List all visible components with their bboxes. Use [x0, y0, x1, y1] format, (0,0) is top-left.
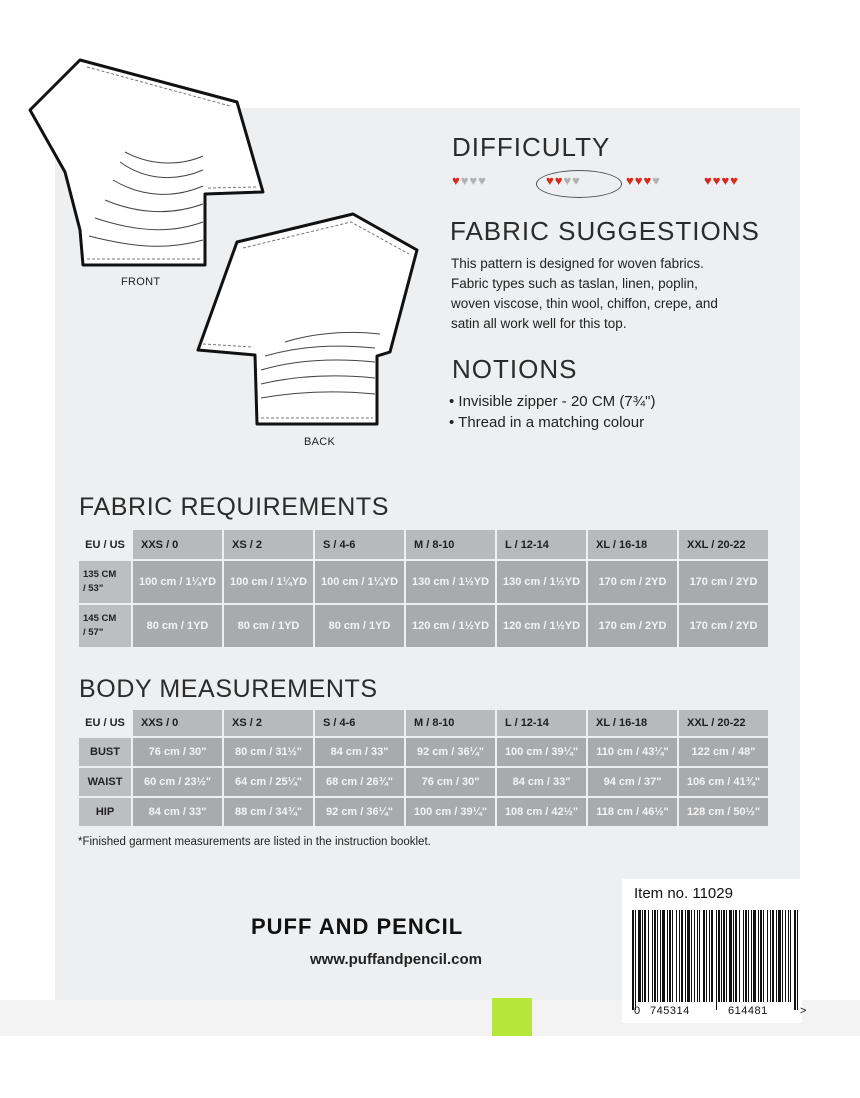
barcode-bar	[790, 910, 791, 1002]
table-cell: 92 cm / 36¼"	[315, 798, 404, 826]
heart-filled-icon: ♥	[712, 173, 721, 188]
table-cell: 84 cm / 33"	[133, 798, 222, 826]
barcode-bar	[691, 910, 692, 1002]
row-label: HIP	[79, 798, 131, 826]
table-cell: 80 cm / 1YD	[133, 605, 222, 647]
barcode-bar	[733, 910, 734, 1002]
list-item: • Thread in a matching colour	[449, 412, 655, 433]
barcode-bar	[751, 910, 752, 1002]
size-header: M / 8-10	[406, 530, 495, 559]
size-header: L / 12-14	[497, 530, 586, 559]
table-cell: 110 cm / 43¼"	[588, 738, 677, 766]
brand-name: PUFF AND PENCIL	[251, 914, 464, 939]
barcode-bar	[729, 910, 732, 1002]
difficulty-level-1	[452, 174, 486, 188]
barcode-bar	[648, 910, 649, 1002]
notions-title: NOTIONS	[452, 354, 578, 384]
heart-empty-icon: ♥	[563, 173, 572, 188]
barcode-bar	[743, 910, 744, 1002]
table-cell: 170 cm / 2YD	[679, 605, 768, 647]
barcode-bar	[642, 910, 643, 1002]
table-cell: 128 cm / 50½"	[679, 798, 768, 826]
table-row	[79, 798, 768, 826]
barcode-bar	[657, 910, 658, 1002]
heart-filled-icon: ♥	[643, 173, 652, 188]
text-line: Fabric types such as taslan, linen, poplin,	[451, 276, 698, 291]
barcode-bar	[662, 910, 665, 1002]
barcode-bar	[703, 910, 705, 1002]
barcode-bar	[667, 910, 668, 1002]
notions-list	[449, 391, 655, 433]
table-cell: 118 cm / 46½"	[588, 798, 677, 826]
barcode-bar	[782, 910, 783, 1002]
barcode-bar	[753, 910, 756, 1002]
barcode-bar	[687, 910, 690, 1002]
table-cell: 100 cm / 39¼"	[497, 738, 586, 766]
heart-filled-icon: ♥	[626, 173, 634, 188]
table-header-row	[79, 530, 768, 559]
size-header: S / 4-6	[315, 530, 404, 559]
green-tab	[492, 998, 532, 1036]
table-row	[79, 738, 768, 766]
table-cell: 94 cm / 37"	[588, 768, 677, 796]
barcode-image	[632, 910, 800, 1010]
table-cell: 84 cm / 33"	[497, 768, 586, 796]
difficulty-level-4	[704, 174, 738, 188]
table-cell: 106 cm / 41¾"	[679, 768, 768, 796]
row-label: BUST	[79, 738, 131, 766]
text-line: satin all work well for this top.	[451, 316, 627, 331]
size-header: L / 12-14	[497, 710, 586, 736]
difficulty-level-2	[546, 174, 580, 188]
fabric-requirements-table	[77, 528, 770, 649]
text-line: This pattern is designed for woven fabrics.	[451, 256, 704, 271]
barcode-bar	[679, 910, 680, 1002]
barcode-bar	[672, 910, 673, 1002]
barcode-bar	[778, 910, 781, 1002]
corner-label: EU / US	[85, 538, 125, 551]
barcode-bar	[644, 910, 646, 1002]
barcode-bar	[718, 910, 720, 1002]
barcode-bar	[726, 910, 727, 1002]
barcode-digit: >	[800, 1005, 807, 1017]
barcode-bar	[797, 910, 798, 1010]
table-cell: 108 cm / 42½"	[497, 798, 586, 826]
table-cell: 80 cm / 31½"	[224, 738, 313, 766]
barcode-bar	[654, 910, 656, 1002]
table-cell: 120 cm / 1½YD	[497, 605, 586, 647]
table-header-row	[79, 710, 768, 736]
barcode-bar	[706, 910, 707, 1002]
table-cell: 130 cm / 1½YD	[406, 561, 495, 603]
table-cell: 80 cm / 1YD	[224, 605, 313, 647]
barcode-bar	[763, 910, 764, 1002]
row-label	[79, 561, 131, 603]
size-header: XXS / 0	[133, 530, 222, 559]
body-measurements-title: BODY MEASUREMENTS	[79, 675, 378, 703]
barcode-bar	[660, 910, 661, 1002]
barcode-bar	[721, 910, 722, 1002]
table-row	[79, 605, 768, 647]
table-cell: 170 cm / 2YD	[588, 605, 677, 647]
heart-filled-icon: ♥	[546, 173, 554, 188]
item-number: Item no. 11029	[634, 885, 733, 902]
table-cell: 92 cm / 36¼"	[406, 738, 495, 766]
barcode-bar	[669, 910, 671, 1002]
difficulty-level-3	[626, 174, 660, 188]
barcode-bar	[745, 910, 747, 1002]
row-label: WAIST	[79, 768, 131, 796]
footnote: *Finished garment measurements are listed in the instruction booklet.	[78, 836, 431, 848]
table-row	[79, 768, 768, 796]
heart-filled-icon: ♥	[721, 173, 730, 188]
fabric-requirements-title: FABRIC REQUIREMENTS	[79, 493, 390, 521]
heart-empty-icon: ♥	[478, 173, 486, 188]
row-label	[79, 605, 131, 647]
barcode-bar	[694, 910, 695, 1002]
barcode-bar	[794, 910, 796, 1010]
table-cell: 76 cm / 30"	[406, 768, 495, 796]
barcode-bar	[685, 910, 686, 1002]
heart-filled-icon: ♥	[452, 173, 460, 188]
size-header: S / 4-6	[315, 710, 404, 736]
barcode-bar	[772, 910, 774, 1002]
table-cell: 100 cm / 1¼YD	[315, 561, 404, 603]
barcode-bar	[697, 910, 698, 1002]
size-header: XL / 16-18	[588, 530, 677, 559]
heart-filled-icon: ♥	[704, 173, 712, 188]
barcode-bar	[758, 910, 759, 1002]
barcode-bar	[699, 910, 700, 1002]
barcode-bar	[652, 910, 653, 1002]
table-cell: 84 cm / 33"	[315, 738, 404, 766]
text-line: woven viscose, thin wool, chiffon, crepe, and	[451, 296, 718, 311]
barcode-bar	[739, 910, 740, 1002]
table-cell: 60 cm / 23½"	[133, 768, 222, 796]
heart-empty-icon: ♥	[572, 173, 580, 188]
size-header: XXS / 0	[133, 710, 222, 736]
row-label-line: / 53"	[83, 583, 104, 594]
list-item: • Invisible zipper - 20 CM (7¾")	[449, 391, 655, 412]
fabric-suggestions-title: FABRIC SUGGESTIONS	[450, 216, 760, 246]
size-header: M / 8-10	[406, 710, 495, 736]
table-cell: 100 cm / 39¼"	[406, 798, 495, 826]
barcode-bar	[776, 910, 777, 1002]
barcode-bar	[788, 910, 789, 1002]
barcode-digit: 614481	[728, 1005, 768, 1017]
table-cell: 88 cm / 34¾"	[224, 798, 313, 826]
heart-empty-icon: ♥	[652, 173, 660, 188]
table-cell: 170 cm / 2YD	[679, 561, 768, 603]
barcode-digit: 745314	[650, 1005, 690, 1017]
heart-filled-icon: ♥	[634, 173, 643, 188]
barcode-bar	[632, 910, 634, 1010]
row-label-line: 135 CM	[83, 569, 117, 580]
heart-filled-icon: ♥	[554, 173, 563, 188]
table-cell: 68 cm / 26¾"	[315, 768, 404, 796]
table-cell: 100 cm / 1¼YD	[133, 561, 222, 603]
heart-filled-icon: ♥	[730, 173, 738, 188]
front-label: FRONT	[121, 276, 161, 288]
barcode-bar	[711, 910, 713, 1002]
row-label-line: 145 CM	[83, 613, 117, 624]
difficulty-scale	[452, 170, 782, 200]
table-cell: 122 cm / 48"	[679, 738, 768, 766]
heart-empty-icon: ♥	[460, 173, 469, 188]
barcode-bar	[748, 910, 749, 1002]
barcode-bar	[735, 910, 737, 1002]
fabric-suggestions-text	[451, 254, 781, 334]
size-header: XXL / 20-22	[679, 530, 768, 559]
size-header: XS / 2	[224, 710, 313, 736]
barcode-bar	[635, 910, 636, 1010]
row-label-line: / 57"	[83, 627, 104, 638]
table-cell: 120 cm / 1½YD	[406, 605, 495, 647]
table-cell: 64 cm / 25¼"	[224, 768, 313, 796]
table-cell: 130 cm / 1½YD	[497, 561, 586, 603]
table-row	[79, 561, 768, 603]
table-cell: 80 cm / 1YD	[315, 605, 404, 647]
table-cell: 76 cm / 30"	[133, 738, 222, 766]
barcode-bar	[681, 910, 683, 1002]
table-cell: 100 cm / 1¼YD	[224, 561, 313, 603]
back-label: BACK	[304, 436, 336, 448]
corner-label: EU / US	[85, 717, 125, 729]
barcode-bar	[767, 910, 768, 1002]
size-header: XS / 2	[224, 530, 313, 559]
barcode-bar	[760, 910, 762, 1002]
barcode-bar	[638, 910, 641, 1002]
barcode-bar	[716, 910, 717, 1010]
difficulty-title: DIFFICULTY	[452, 132, 611, 162]
size-header: XL / 16-18	[588, 710, 677, 736]
barcode-bar	[723, 910, 725, 1002]
barcode-digit: 0	[634, 1005, 641, 1017]
body-measurements-table	[77, 708, 770, 828]
table-cell: 170 cm / 2YD	[588, 561, 677, 603]
website-url: www.puffandpencil.com	[310, 951, 482, 968]
size-header: XXL / 20-22	[679, 710, 768, 736]
back-garment-drawing	[195, 210, 425, 430]
barcode-bar	[676, 910, 677, 1002]
barcode-bar	[770, 910, 771, 1002]
barcode-bar	[709, 910, 710, 1002]
barcode-bar	[785, 910, 786, 1002]
heart-empty-icon: ♥	[469, 173, 478, 188]
